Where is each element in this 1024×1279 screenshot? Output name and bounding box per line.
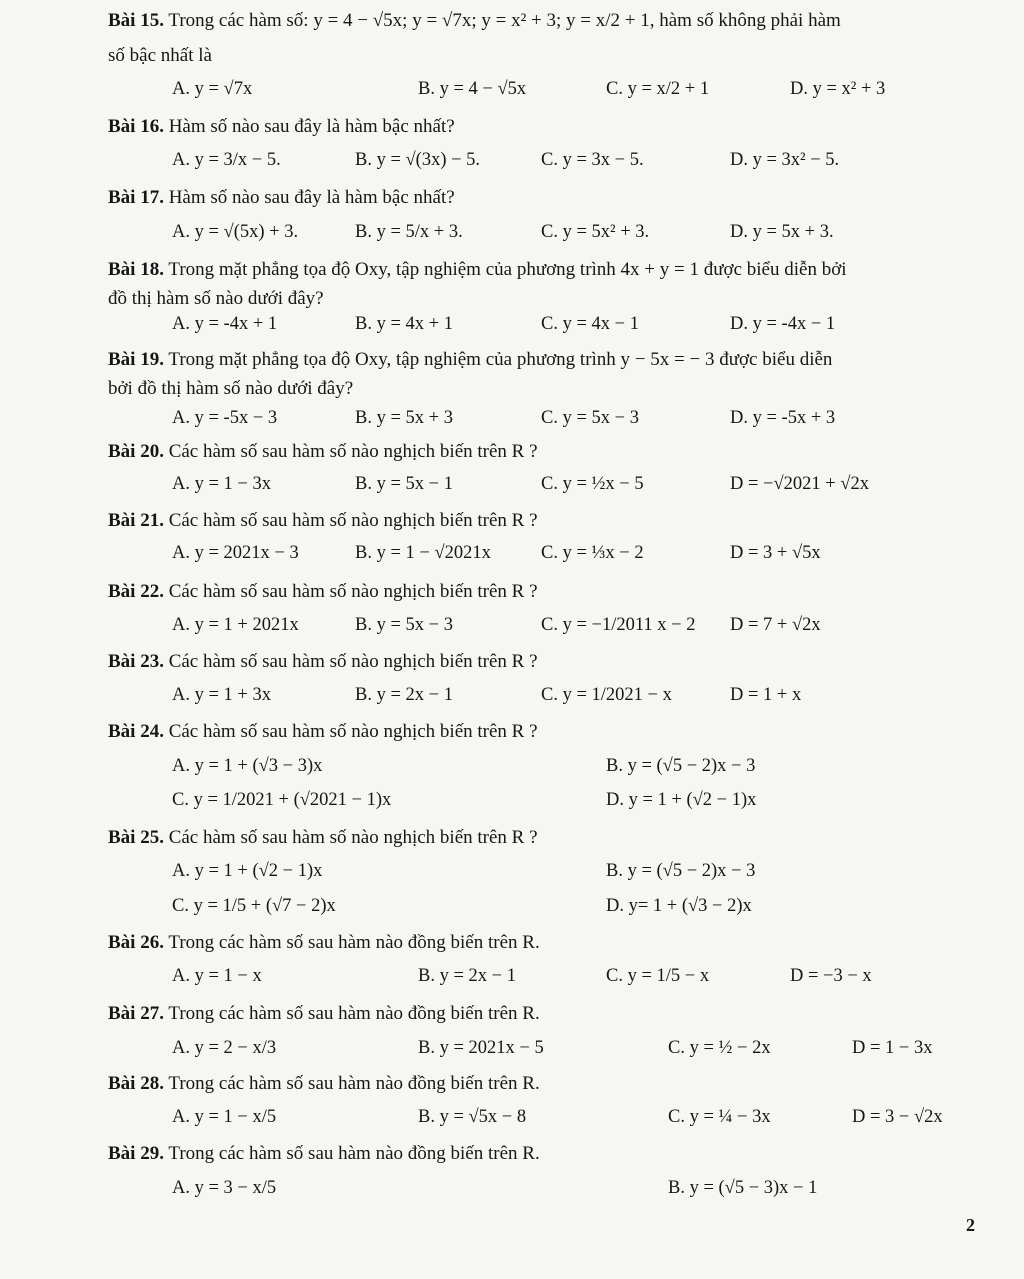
question-title: Bài 22. [108,581,164,602]
question-text-cont: bởi đồ thị hàm số nào dưới đây? [108,378,354,399]
question-15 [108,9,988,33]
option-d: D. y = 3x² − 5. [730,150,840,170]
option-d: D = 1 − 3x [852,1038,933,1058]
question-text: Các hàm số sau hàm số nào nghịch biến trên R ? [168,651,538,672]
option-c: C. y = 1/2021 + (√2021 − 1)x [172,790,392,810]
option-c: C. y = −1/2011 x − 2 [541,615,696,635]
option-a: A. y = 1 − x [172,966,262,986]
option-d: D = 3 − √2x [852,1107,943,1127]
question-text: Trong các hàm số sau hàm nào đồng biến trên R. [168,1073,540,1094]
question-20 [108,440,988,464]
option-b: B. y = (√5 − 2)x − 3 [606,861,756,881]
question-26 [108,931,988,955]
question-title: Bài 23. [108,651,164,672]
option-a: A. y = √7x [172,79,253,99]
option-b: B. y = 2x − 1 [418,966,516,986]
question-text: Các hàm số sau hàm số nào nghịch biến trên R ? [168,441,538,462]
option-d: D. y = -5x + 3 [730,408,836,428]
question-15-cont [108,44,988,68]
question-title: Bài 18. [108,259,164,280]
question-16 [108,115,988,139]
option-a: A. y = 2021x − 3 [172,543,299,563]
option-a: A. y = 1 + (√2 − 1)x [172,861,323,881]
question-title: Bài 20. [108,441,164,462]
option-b: B. y = 2021x − 5 [418,1038,544,1058]
question-title: Bài 26. [108,932,164,953]
page-number: 2 [966,1215,975,1235]
option-a: A. y = 1 + (√3 − 3)x [172,756,323,776]
option-c: C. y = 4x − 1 [541,314,639,334]
option-c: C. y = ½ − 2x [668,1038,771,1058]
option-a: A. y = 1 − 3x [172,474,271,494]
question-text: Trong các hàm số sau hàm nào đồng biến trên R. [168,1003,540,1024]
question-text-cont: đồ thị hàm số nào dưới đây? [108,288,324,309]
option-b: B. y = (√5 − 2)x − 3 [606,756,756,776]
question-text: Hàm số nào sau đây là hàm bậc nhất? [168,187,455,208]
question-text: Các hàm số sau hàm số nào nghịch biến trên R ? [168,827,538,848]
question-title: Bài 21. [108,510,164,531]
question-text: Trong các hàm số sau hàm nào đồng biến trên R. [168,932,540,953]
question-text: Trong các hàm số sau hàm nào đồng biến trên R. [168,1143,540,1164]
option-b: B. y = 5x + 3 [355,408,453,428]
option-a: A. y = 3/x − 5. [172,150,281,170]
option-c: C. y = ½x − 5 [541,474,644,494]
option-c: C. y = 1/5 − x [606,966,710,986]
question-title: Bài 28. [108,1073,164,1094]
question-19 [108,348,988,372]
question-25 [108,826,988,850]
option-b: B. y = 5/x + 3. [355,222,463,242]
option-a: A. y = √(5x) + 3. [172,222,299,242]
option-c: C. y = ⅓x − 2 [541,543,644,563]
question-title: Bài 27. [108,1003,164,1024]
question-22 [108,580,988,604]
option-d: D = −3 − x [790,966,872,986]
option-b: B. y = 1 − √2021x [355,543,491,563]
option-d: D = −√2021 + √2x [730,474,869,494]
option-c: C. y = 1/2021 − x [541,685,672,705]
question-17 [108,186,988,210]
option-c: C. y = 5x − 3 [541,408,639,428]
option-a: A. y = 1 + 3x [172,685,271,705]
question-text: Trong mặt phẳng tọa độ Oxy, tập nghiệm của phương trình y − 5x = − 3 được biểu diễn [168,349,833,370]
option-d: D = 1 + x [730,685,802,705]
option-c: C. y = ¼ − 3x [668,1107,771,1127]
option-b: B. y = 2x − 1 [355,685,453,705]
question-title: Bài 25. [108,827,164,848]
option-b: B. y = 5x − 3 [355,615,453,635]
question-29 [108,1142,988,1166]
option-b: B. y = √5x − 8 [418,1107,527,1127]
option-a: A. y = 3 − x/5 [172,1178,277,1198]
option-d: D. y = 1 + (√2 − 1)x [606,790,757,810]
option-c: C. y = x/2 + 1 [606,79,710,99]
question-23 [108,650,988,674]
question-18-cont [108,287,988,311]
option-b: B. y = 5x − 1 [355,474,453,494]
question-title: Bài 19. [108,349,164,370]
question-title: Bài 24. [108,721,164,742]
question-title: Bài 17. [108,187,164,208]
question-19-cont [108,377,988,401]
option-d: D = 7 + √2x [730,615,821,635]
question-title: Bài 16. [108,116,164,137]
question-18 [108,258,988,282]
question-title: Bài 29. [108,1143,164,1164]
option-a: A. y = 2 − x/3 [172,1038,277,1058]
option-a: A. y = -4x + 1 [172,314,278,334]
question-text: Trong các hàm số: y = 4 − √5x; y = √7x; y = x² + 3; y = x/2 + 1, hàm số không phải hàm [168,10,841,31]
question-title: Bài 15. [108,10,164,31]
option-b: B. y = 4x + 1 [355,314,453,334]
option-a: A. y = -5x − 3 [172,408,278,428]
question-text-cont: số bậc nhất là [108,45,212,66]
option-c: C. y = 1/5 + (√7 − 2)x [172,896,336,916]
option-b: B. y = 4 − √5x [418,79,527,99]
option-d: D = 3 + √5x [730,543,821,563]
question-text: Trong mặt phẳng tọa độ Oxy, tập nghiệm của phương trình 4x + y = 1 được biểu diễn bởi [168,259,847,280]
option-a: A. y = 1 − x/5 [172,1107,277,1127]
option-b: B. y = √(3x) − 5. [355,150,481,170]
option-d: D. y= 1 + (√3 − 2)x [606,896,752,916]
question-24 [108,720,988,744]
question-21 [108,509,988,533]
option-d: D. y = 5x + 3. [730,222,834,242]
question-text: Hàm số nào sau đây là hàm bậc nhất? [168,116,455,137]
question-27 [108,1002,988,1026]
question-28 [108,1072,988,1096]
option-c: C. y = 5x² + 3. [541,222,650,242]
question-text: Các hàm số sau hàm số nào nghịch biến trên R ? [168,510,538,531]
question-text: Các hàm số sau hàm số nào nghịch biến trên R ? [168,721,538,742]
option-d: D. y = -4x − 1 [730,314,836,334]
option-b: B. y = (√5 − 3)x − 1 [668,1178,818,1198]
option-c: C. y = 3x − 5. [541,150,644,170]
question-text: Các hàm số sau hàm số nào nghịch biến trên R ? [168,581,538,602]
option-d: D. y = x² + 3 [790,79,886,99]
option-a: A. y = 1 + 2021x [172,615,299,635]
